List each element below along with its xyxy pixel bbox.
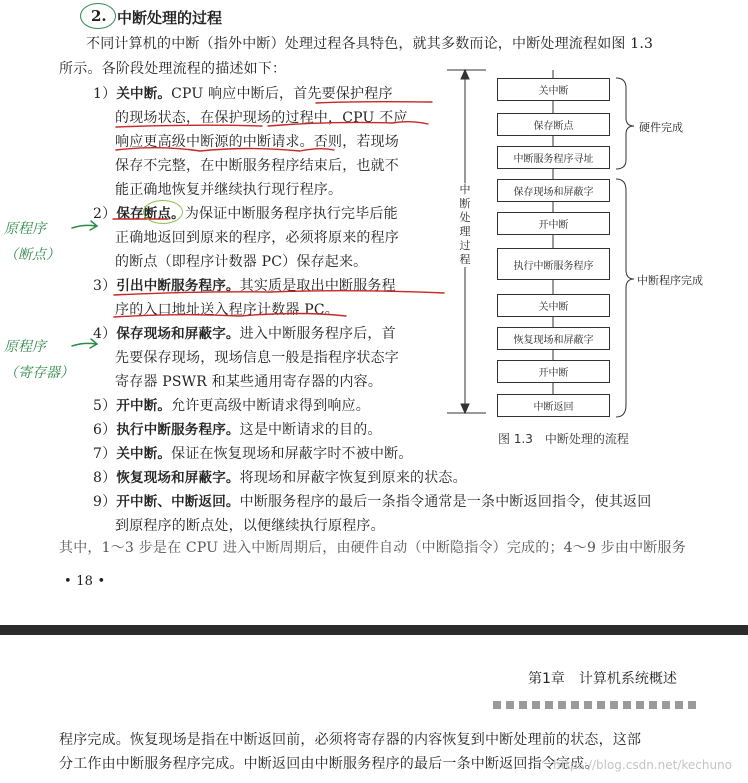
step-text: 中断服务程序的最后一条指令通常是一条中断返回指令，使其返回 [239,494,652,510]
step-1-line-5: 能正确地恢复并继续执行现行程序。 [115,182,343,198]
flow-box: 中断返回 [497,394,610,417]
step-number: 6） [93,422,117,438]
brace-hardware [616,78,634,169]
flowchart-vertical-label: 中断处理过程 [459,183,471,266]
section-number: 2. [91,7,107,25]
group-label-service: 中断程序完成 [637,274,703,287]
step-text: CPU 响应中断后，首先要保护程序 [171,86,393,102]
step-keyword: 关中断。 [116,86,172,102]
step-keyword: 引出中断服务程序。 [116,278,240,294]
margin-note-line: 原程序 [4,339,46,355]
step-9-line-2: 到原程序的断点处，以便继续执行原程序。 [115,518,385,534]
flow-box: 关中断 [497,294,610,317]
flow-box: 执行中断服务程序 [497,248,610,280]
flow-box: 关中断 [497,78,610,101]
step-text: 将现场和屏蔽字恢复到原来的状态。 [239,470,467,486]
section-title: 中断处理的过程 [117,9,223,27]
step-keyword: 开中断。 [116,398,172,414]
step-1-line-2: 的现场状态，在保护现场的过程中，CPU 不应 [115,110,408,126]
step-3-line-2: 序的入口地址送入程序计数器 PC。 [115,302,339,318]
step-2-line-3: 的断点（即程序计数器 PC）保存起来。 [115,254,368,270]
next-page-line-1: 程序完成。恢复现场是指在中断返回前，必须将寄存器的内容恢复到中断处理前的状态，这部 [59,732,642,748]
step-text: 允许更高级中断请求得到响应。 [171,398,370,414]
step-number: 7） [93,446,117,462]
step-number: 9） [93,494,117,510]
flow-box: 中断服务程序寻址 [497,146,610,169]
flow-box: 保存断点 [497,113,610,136]
step-keyword: 保存现场和屏蔽字。 [116,326,240,342]
step-keyword: 执行中断服务程序。 [116,422,240,438]
figure-caption: 图 1.3 中断处理的流程 [498,432,629,446]
margin-note-line: 原程序 [4,221,46,237]
flow-box: 恢复现场和屏蔽字 [497,327,610,350]
margin-note-line: （断点） [4,247,60,263]
step-number: 8） [93,470,117,486]
flow-box: 开中断 [497,212,610,235]
step-text: 保证在恢复现场和屏蔽字时不被中断。 [171,446,413,462]
step-1-line-4: 保存不完整，在中断服务程序结束后，也就不 [115,158,399,174]
step-number: 3） [93,278,117,294]
step-1-line-3: 响应更高级中断源的中断请求。否则，若现场 [115,134,399,150]
intro-line-1: 不同计算机的中断（指外中断）处理过程各具特色，就其多数而论，中断处理流程如图 1.3 [86,36,654,52]
chapter-header: 第1章 计算机系统概述 [528,671,677,687]
step-number: 1） [93,86,117,102]
page-separator [0,625,748,635]
step-number: 2） [93,206,117,222]
next-page-line-2: 分工作由中断服务程序完成。中断返回由中断服务程序的最后一条中断返回指令完成。 [59,756,599,772]
decorative-squares [493,694,701,713]
flow-box: 保存现场和屏蔽字 [497,179,610,202]
step-text: 进入中断服务程序后，首 [239,326,396,342]
step-4-line-3: 寄存器 PSWR 和某些通用寄存器的内容。 [115,374,383,390]
step-text: 其实质是取出中断服务程 [239,278,396,294]
step-text: 这是中断请求的目的。 [239,422,382,438]
intro-line-2: 所示。各阶段处理流程的描述如下： [59,61,287,77]
watermark: https://blog.csdn.net/kechuno [553,758,733,772]
brace-service [616,179,634,417]
step-number: 4） [93,326,117,342]
group-label-hardware: 硬件完成 [639,121,683,134]
flow-box: 开中断 [497,360,610,383]
margin-note-line: （寄存器） [4,365,74,381]
tail-line: 其中，1～3 步是在 CPU 进入中断周期后，由硬件自动（中断隐指令）完成的；4～9 步由中断服务 [59,540,686,556]
step-keyword: 恢复现场和屏蔽字。 [116,470,240,486]
step-keyword: 开中断、中断返回。 [116,494,240,510]
step-number: 5） [93,398,117,414]
step-keyword: 保存断点。 [116,206,185,222]
step-keyword: 关中断。 [116,446,172,462]
step-2-line-2: 正确地返回到原来的程序，必须将原来的程序 [115,230,399,246]
step-text: 为保证中断服务程序执行完毕后能 [184,206,398,222]
page-number: • 18 • [64,574,106,589]
step-4-line-2: 先要保存现场，现场信息一般是指程序状态字 [115,350,399,366]
